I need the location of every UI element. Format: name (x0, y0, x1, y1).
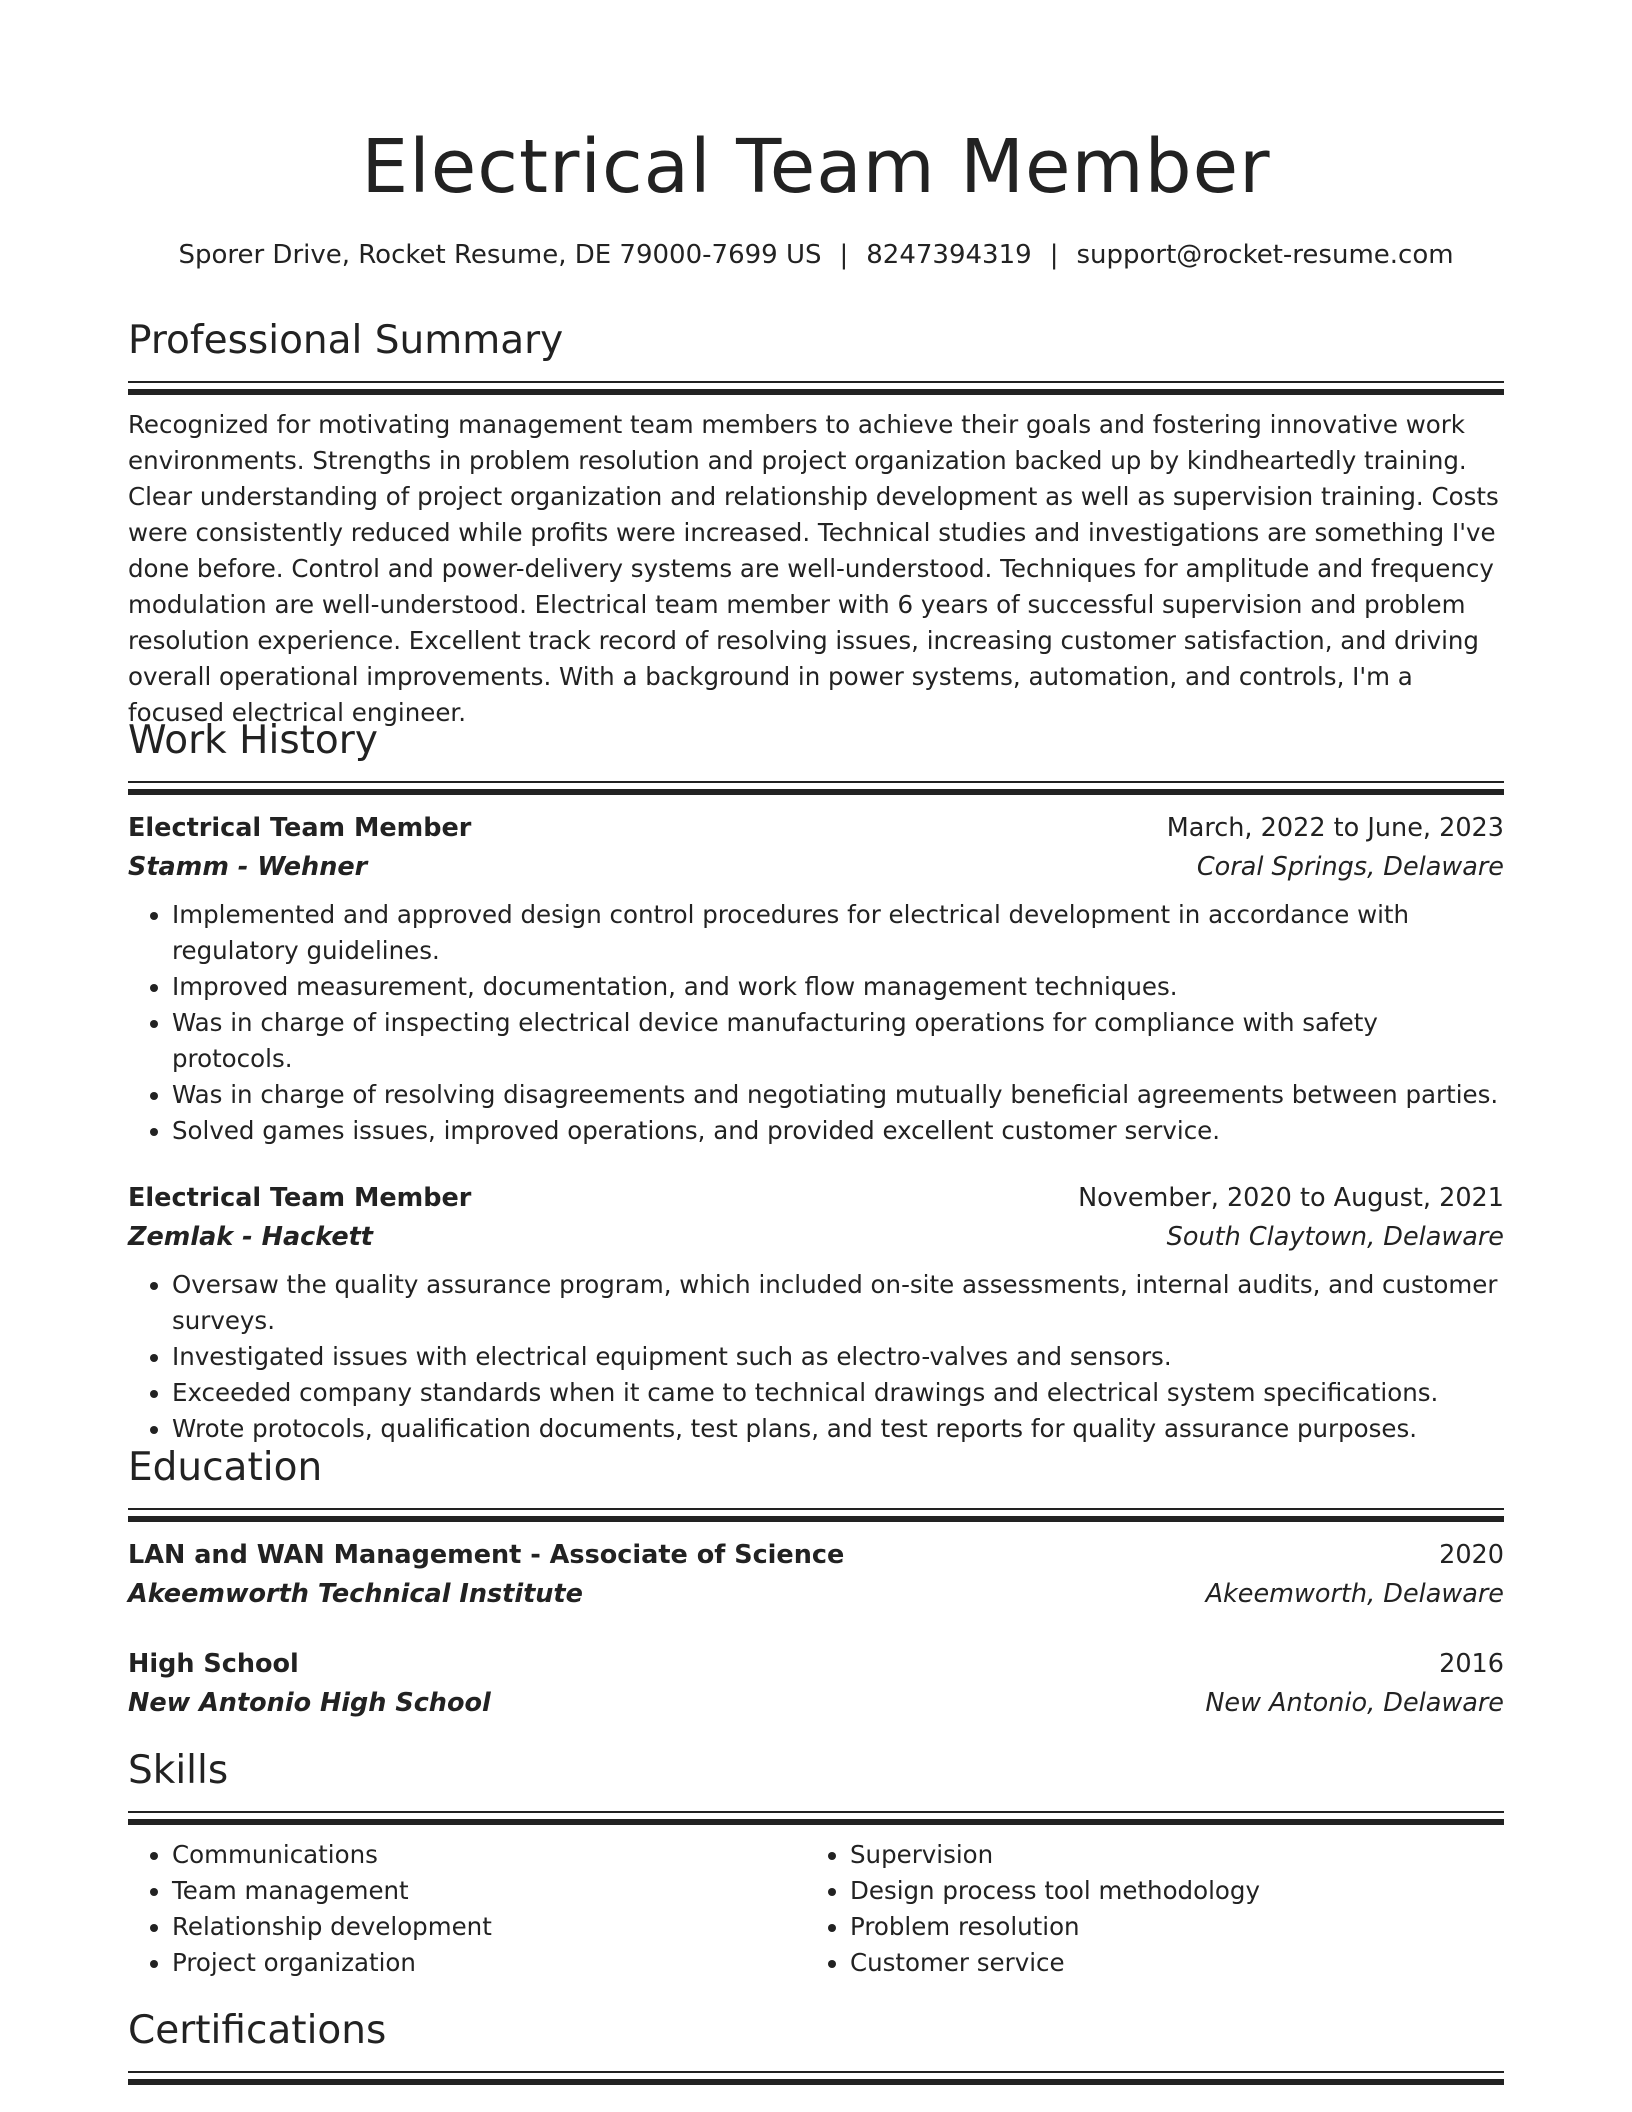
skills-column-right (806, 1837, 1484, 1981)
contact-address: Sporer Drive, Rocket Resume, DE 79000-7699 US (178, 240, 822, 270)
job-bullets (128, 1267, 1504, 1447)
education-header-row (128, 1645, 1504, 1684)
education-school: New Antonio High School (128, 1688, 491, 1718)
job-company: Stamm - Wehner (128, 852, 368, 882)
education-header-row (128, 1536, 1504, 1575)
skills-column-left (128, 1837, 806, 1981)
section-title-skills: Skills (128, 1748, 229, 1793)
section-divider (128, 381, 1504, 393)
job-dates: November, 2020 to August, 2021 (1078, 1183, 1504, 1213)
contact-separator: | (1049, 240, 1059, 270)
job-dates: March, 2022 to June, 2023 (1166, 813, 1504, 843)
education-location: Akeemworth, Delaware (1205, 1579, 1504, 1609)
education-school: Akeemworth Technical Institute (128, 1579, 583, 1609)
job-bullet: • Was in charge of resolving disagreements and negotiating mutually beneficial agreements between parties. (172, 1077, 1504, 1113)
job-bullet: • Was in charge of inspecting electrical device manufacturing operations for compliance with safety protocols. (172, 1005, 1504, 1077)
contact-line (128, 238, 1504, 272)
skills-list (806, 1837, 1484, 1981)
education-year: 2016 (1439, 1649, 1504, 1679)
job-company-row (128, 848, 1504, 887)
job-bullet: • Implemented and approved design control procedures for electrical development in accordance with regulatory guidelines. (172, 897, 1504, 969)
section-divider (128, 781, 1504, 793)
job-bullets (128, 897, 1504, 1149)
job-location: South Claytown, Delaware (1166, 1222, 1504, 1252)
skill-item: • Relationship development (172, 1909, 806, 1945)
section-title-summary: Professional Summary (128, 318, 564, 363)
education-degree: LAN and WAN Management - Associate of Science (128, 1540, 845, 1570)
education-entry (128, 1645, 1504, 1723)
section-title-work-history: Work History (128, 718, 378, 763)
education-school-row (128, 1684, 1504, 1723)
skill-item: • Communications (172, 1837, 806, 1873)
job-location: Coral Springs, Delaware (1196, 852, 1504, 882)
job-bullet: • Improved measurement, documentation, and work flow management techniques. (172, 969, 1504, 1005)
job-bullet: • Solved games issues, improved operations, and provided excellent customer service. (172, 1113, 1504, 1149)
skill-item: • Design process tool methodology (850, 1873, 1484, 1909)
section-divider (128, 1508, 1504, 1520)
contact-phone: 8247394319 (866, 240, 1032, 270)
skill-item: • Supervision (850, 1837, 1484, 1873)
work-history-section (128, 716, 1504, 1447)
job-title: Electrical Team Member (128, 813, 472, 843)
skills-grid (128, 1837, 1504, 1981)
certifications-section (128, 2006, 1504, 2083)
summary-text: Recognized for motivating management team members to achieve their goals and fostering innovative work environments. Strengths in problem resolution and project organization backed up by kindheartedly training. Clear understanding of project organization and relationship development as well as supervision training. Costs were consistently reduced while profits were increased. Technical studies and investigations are something I've done before. Control and power-delivery systems are well-understood. Techniques for amplitude and frequency modulation are well-understood. Electrical team member with 6 years of successful supervision and problem resolution experience. Excellent track record of resolving issues, increasing customer satisfaction, and driving overall operational improvements. With a background in power systems, automation, and controls, I'm a focused electrical engineer. (128, 410, 1499, 727)
skills-section (128, 1746, 1504, 1981)
education-year: 2020 (1439, 1540, 1504, 1570)
skill-item: • Problem resolution (850, 1909, 1484, 1945)
skills-list (128, 1837, 806, 1981)
section-title-certifications: Certifications (128, 2008, 387, 2053)
job-entry (128, 1179, 1504, 1447)
job-bullet: • Oversaw the quality assurance program, which included on-site assessments, internal audits, and customer surveys. (172, 1267, 1504, 1339)
skill-item: • Customer service (850, 1945, 1484, 1981)
job-bullet: • Investigated issues with electrical equipment such as electro-valves and sensors. (172, 1339, 1504, 1375)
education-section (128, 1443, 1504, 1723)
education-degree: High School (128, 1649, 299, 1679)
job-header-row (128, 1179, 1504, 1218)
contact-email: support@rocket-resume.com (1076, 240, 1454, 270)
skill-item: • Project organization (172, 1945, 806, 1981)
job-company-row (128, 1218, 1504, 1257)
skill-item: • Team management (172, 1873, 806, 1909)
job-bullet: • Wrote protocols, qualification documents, test plans, and test reports for quality assurance purposes. (172, 1411, 1504, 1447)
contact-separator: | (839, 240, 849, 270)
education-school-row (128, 1575, 1504, 1614)
section-divider (128, 1811, 1504, 1823)
job-title: Electrical Team Member (128, 1183, 472, 1213)
job-company: Zemlak - Hackett (128, 1222, 373, 1252)
section-title-education: Education (128, 1445, 323, 1490)
education-entry (128, 1536, 1504, 1614)
summary-section (128, 316, 1504, 731)
job-header-row (128, 809, 1504, 848)
education-location: New Antonio, Delaware (1205, 1688, 1504, 1718)
section-divider (128, 2071, 1504, 2083)
job-entry (128, 809, 1504, 1149)
job-bullet: • Exceeded company standards when it came to technical drawings and electrical system specifications. (172, 1375, 1504, 1411)
candidate-name: Electrical Team Member (361, 124, 1271, 210)
